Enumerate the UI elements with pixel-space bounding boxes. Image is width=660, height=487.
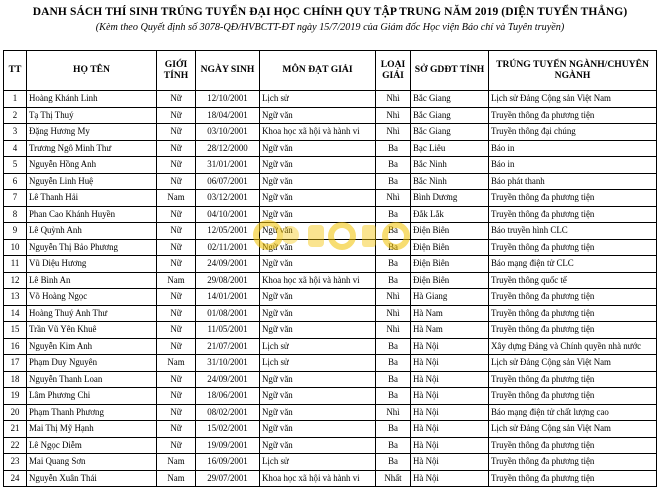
header-nganh: TRÚNG TUYỂN NGÀNH/CHUYÊN NGÀNH bbox=[489, 51, 657, 91]
cell-ngay-sinh: 03/12/2001 bbox=[196, 190, 260, 207]
header-ho-ten: HỌ TÊN bbox=[27, 51, 157, 91]
cell-nganh: Truyền thông đa phương tiện bbox=[489, 305, 657, 322]
cell-nganh: Truyền thông đa phương tiện bbox=[489, 322, 657, 339]
cell-ngay-sinh: 24/09/2001 bbox=[196, 371, 260, 388]
cell-gioi-tinh: Nữ bbox=[157, 157, 196, 174]
cell-gioi-tinh: Nữ bbox=[157, 124, 196, 141]
cell-loai-giai: Nhì bbox=[376, 91, 411, 108]
cell-gioi-tinh: Nữ bbox=[157, 107, 196, 124]
cell-ho-ten: Trương Ngô Minh Thư bbox=[27, 140, 157, 157]
cell-nganh: Truyền thông quốc tế bbox=[489, 272, 657, 289]
cell-tt: 16 bbox=[4, 338, 27, 355]
header-tt: TT bbox=[4, 51, 27, 91]
cell-so-gddt: Hà Nội bbox=[411, 421, 489, 438]
cell-nganh: Báo in bbox=[489, 157, 657, 174]
cell-gioi-tinh: Nữ bbox=[157, 305, 196, 322]
cell-ho-ten: Phạm Thanh Phương bbox=[27, 404, 157, 421]
cell-loai-giai: Nhì bbox=[376, 107, 411, 124]
cell-ngay-sinh: 08/02/2001 bbox=[196, 404, 260, 421]
cell-ho-ten: Tạ Thị Thuý bbox=[27, 107, 157, 124]
cell-ngay-sinh: 15/02/2001 bbox=[196, 421, 260, 438]
cell-ngay-sinh: 19/09/2001 bbox=[196, 437, 260, 454]
header-gioi-tinh: GIỚI TÍNH bbox=[157, 51, 196, 91]
cell-ngay-sinh: 24/09/2001 bbox=[196, 256, 260, 273]
cell-loai-giai: Ba bbox=[376, 223, 411, 240]
document-subtitle: (Kèm theo Quyết định số 3078-QĐ/HVBCTT-ĐT ngày 15/7/2019 của Giám đốc Học viện Báo chí và Tuyên truyền) bbox=[95, 22, 565, 33]
cell-ho-ten: Nguyễn Hồng Anh bbox=[27, 157, 157, 174]
cell-so-gddt: Hà Nội bbox=[411, 470, 489, 487]
admission-table bbox=[3, 50, 657, 487]
cell-mon-dat-giai: Ngữ văn bbox=[260, 256, 376, 273]
cell-mon-dat-giai: Ngữ văn bbox=[260, 190, 376, 207]
cell-loai-giai: Ba bbox=[376, 338, 411, 355]
cell-gioi-tinh: Nữ bbox=[157, 421, 196, 438]
cell-so-gddt: Điện Biên bbox=[411, 239, 489, 256]
header-mon-dat-giai: MÔN ĐẠT GIẢI bbox=[260, 51, 376, 91]
cell-nganh: Truyền thông đa phương tiện bbox=[489, 388, 657, 405]
cell-so-gddt: Hà Nội bbox=[411, 355, 489, 372]
cell-tt: 21 bbox=[4, 421, 27, 438]
cell-tt: 7 bbox=[4, 190, 27, 207]
cell-tt: 8 bbox=[4, 206, 27, 223]
table-row bbox=[4, 157, 657, 174]
table-body bbox=[4, 91, 657, 487]
cell-mon-dat-giai: Ngữ văn bbox=[260, 322, 376, 339]
cell-mon-dat-giai: Ngữ văn bbox=[260, 289, 376, 306]
cell-nganh: Lịch sử Đảng Cộng sản Việt Nam bbox=[489, 421, 657, 438]
cell-gioi-tinh: Nữ bbox=[157, 206, 196, 223]
cell-nganh: Truyền thông đại chúng bbox=[489, 124, 657, 141]
header-loai-giai: LOẠI GIẢI bbox=[376, 51, 411, 91]
cell-so-gddt: Hà Giang bbox=[411, 289, 489, 306]
cell-so-gddt: Đắk Lắk bbox=[411, 206, 489, 223]
cell-ho-ten: Nguyễn Thanh Loan bbox=[27, 371, 157, 388]
cell-tt: 20 bbox=[4, 404, 27, 421]
table-row bbox=[4, 371, 657, 388]
cell-ngay-sinh: 11/05/2001 bbox=[196, 322, 260, 339]
cell-mon-dat-giai: Khoa học xã hội và hành vi bbox=[260, 124, 376, 141]
cell-ngay-sinh: 31/01/2001 bbox=[196, 157, 260, 174]
cell-nganh: Xây dựng Đảng và Chính quyền nhà nước bbox=[489, 338, 657, 355]
cell-loai-giai: Ba bbox=[376, 421, 411, 438]
table-row bbox=[4, 454, 657, 471]
cell-loai-giai: Ba bbox=[376, 256, 411, 273]
cell-ho-ten: Võ Hoàng Ngọc bbox=[27, 289, 157, 306]
cell-so-gddt: Hà Nam bbox=[411, 305, 489, 322]
table-row bbox=[4, 437, 657, 454]
cell-mon-dat-giai: Ngữ văn bbox=[260, 223, 376, 240]
cell-tt: 15 bbox=[4, 322, 27, 339]
cell-nganh: Báo mạng điện tử chất lượng cao bbox=[489, 404, 657, 421]
cell-mon-dat-giai: Lịch sử bbox=[260, 454, 376, 471]
cell-ngay-sinh: 29/08/2001 bbox=[196, 272, 260, 289]
cell-ho-ten: Nguyễn Linh Huệ bbox=[27, 173, 157, 190]
cell-ngay-sinh: 12/10/2001 bbox=[196, 91, 260, 108]
cell-gioi-tinh: Nam bbox=[157, 355, 196, 372]
cell-tt: 13 bbox=[4, 289, 27, 306]
cell-nganh: Truyền thông đa phương tiện bbox=[489, 239, 657, 256]
table-row bbox=[4, 256, 657, 273]
cell-mon-dat-giai: Ngữ văn bbox=[260, 206, 376, 223]
cell-nganh: Truyền thông đa phương tiện bbox=[489, 371, 657, 388]
cell-ngay-sinh: 14/01/2001 bbox=[196, 289, 260, 306]
cell-mon-dat-giai: Ngữ văn bbox=[260, 371, 376, 388]
cell-ho-ten: Mai Thị Mỹ Hạnh bbox=[27, 421, 157, 438]
cell-nganh: Truyền thông đa phương tiện bbox=[489, 206, 657, 223]
cell-loai-giai: Ba bbox=[376, 157, 411, 174]
cell-ho-ten: Lê Bình An bbox=[27, 272, 157, 289]
cell-gioi-tinh: Nữ bbox=[157, 91, 196, 108]
table-row bbox=[4, 421, 657, 438]
cell-ho-ten: Hoàng Thuý Anh Thư bbox=[27, 305, 157, 322]
cell-tt: 10 bbox=[4, 239, 27, 256]
cell-so-gddt: Hà Nội bbox=[411, 437, 489, 454]
cell-mon-dat-giai: Ngữ văn bbox=[260, 421, 376, 438]
cell-so-gddt: Hà Nội bbox=[411, 454, 489, 471]
table-row bbox=[4, 404, 657, 421]
cell-tt: 22 bbox=[4, 437, 27, 454]
table-row bbox=[4, 470, 657, 487]
cell-tt: 24 bbox=[4, 470, 27, 487]
cell-mon-dat-giai: Ngữ văn bbox=[260, 140, 376, 157]
cell-ho-ten: Nguyễn Thị Bảo Phương bbox=[27, 239, 157, 256]
cell-gioi-tinh: Nam bbox=[157, 190, 196, 207]
cell-nganh: Truyền thông đa phương tiện bbox=[489, 289, 657, 306]
cell-ho-ten: Lâm Phương Chi bbox=[27, 388, 157, 405]
cell-gioi-tinh: Nữ bbox=[157, 437, 196, 454]
header-ngay-sinh: NGÀY SINH bbox=[196, 51, 260, 91]
cell-nganh: Báo truyền hình CLC bbox=[489, 223, 657, 240]
cell-mon-dat-giai: Ngữ văn bbox=[260, 404, 376, 421]
cell-loai-giai: Nhì bbox=[376, 190, 411, 207]
cell-ngay-sinh: 18/04/2001 bbox=[196, 107, 260, 124]
cell-ho-ten: Trần Vũ Yên Khuê bbox=[27, 322, 157, 339]
cell-so-gddt: Bắc Ninh bbox=[411, 173, 489, 190]
cell-loai-giai: Nhì bbox=[376, 124, 411, 141]
cell-so-gddt: Điện Biên bbox=[411, 272, 489, 289]
table-row bbox=[4, 239, 657, 256]
cell-nganh: Lịch sử Đảng Cộng sản Việt Nam bbox=[489, 355, 657, 372]
cell-gioi-tinh: Nữ bbox=[157, 388, 196, 405]
cell-tt: 2 bbox=[4, 107, 27, 124]
cell-so-gddt: Bắc Ninh bbox=[411, 157, 489, 174]
cell-ngay-sinh: 04/10/2001 bbox=[196, 206, 260, 223]
cell-tt: 4 bbox=[4, 140, 27, 157]
cell-so-gddt: Bắc Giang bbox=[411, 124, 489, 141]
cell-gioi-tinh: Nữ bbox=[157, 322, 196, 339]
cell-loai-giai: Nhất bbox=[376, 470, 411, 487]
cell-so-gddt: Bắc Giang bbox=[411, 107, 489, 124]
cell-ho-ten: Phan Cao Khánh Huyền bbox=[27, 206, 157, 223]
table-row bbox=[4, 206, 657, 223]
cell-ho-ten: Lê Thanh Hải bbox=[27, 190, 157, 207]
table-row bbox=[4, 322, 657, 339]
cell-tt: 5 bbox=[4, 157, 27, 174]
cell-ngay-sinh: 31/10/2001 bbox=[196, 355, 260, 372]
cell-tt: 3 bbox=[4, 124, 27, 141]
cell-tt: 18 bbox=[4, 371, 27, 388]
cell-tt: 6 bbox=[4, 173, 27, 190]
cell-nganh: Báo mạng điện tử CLC bbox=[489, 256, 657, 273]
cell-loai-giai: Ba bbox=[376, 239, 411, 256]
cell-mon-dat-giai: Lịch sử bbox=[260, 338, 376, 355]
table-row bbox=[4, 223, 657, 240]
cell-ngay-sinh: 16/09/2001 bbox=[196, 454, 260, 471]
cell-gioi-tinh: Nam bbox=[157, 272, 196, 289]
cell-ngay-sinh: 02/11/2001 bbox=[196, 239, 260, 256]
cell-loai-giai: Nhì bbox=[376, 289, 411, 306]
document-title: DANH SÁCH THÍ SINH TRÚNG TUYỂN ĐẠI HỌC CHÍNH QUY TẬP TRUNG NĂM 2019 (DIỆN TUYỂN THẲNG) bbox=[32, 6, 628, 18]
cell-gioi-tinh: Nữ bbox=[157, 256, 196, 273]
table-row bbox=[4, 91, 657, 108]
cell-tt: 19 bbox=[4, 388, 27, 405]
cell-ngay-sinh: 06/07/2001 bbox=[196, 173, 260, 190]
table-row bbox=[4, 124, 657, 141]
cell-tt: 14 bbox=[4, 305, 27, 322]
cell-loai-giai: Nhì bbox=[376, 404, 411, 421]
cell-ngay-sinh: 18/06/2001 bbox=[196, 388, 260, 405]
cell-gioi-tinh: Nữ bbox=[157, 173, 196, 190]
cell-loai-giai: Ba bbox=[376, 272, 411, 289]
cell-so-gddt: Hà Nội bbox=[411, 371, 489, 388]
cell-so-gddt: Điện Biên bbox=[411, 223, 489, 240]
cell-ngay-sinh: 29/07/2001 bbox=[196, 470, 260, 487]
cell-mon-dat-giai: Ngữ văn bbox=[260, 107, 376, 124]
cell-nganh: Báo in bbox=[489, 140, 657, 157]
cell-gioi-tinh: Nữ bbox=[157, 404, 196, 421]
cell-gioi-tinh: Nữ bbox=[157, 140, 196, 157]
cell-loai-giai: Ba bbox=[376, 437, 411, 454]
cell-mon-dat-giai: Lịch sử bbox=[260, 355, 376, 372]
cell-so-gddt: Bạc Liêu bbox=[411, 140, 489, 157]
cell-ho-ten: Nguyễn Xuân Thái bbox=[27, 470, 157, 487]
table-row bbox=[4, 338, 657, 355]
cell-loai-giai: Ba bbox=[376, 355, 411, 372]
cell-loai-giai: Ba bbox=[376, 371, 411, 388]
cell-loai-giai: Ba bbox=[376, 388, 411, 405]
table-row bbox=[4, 355, 657, 372]
cell-ngay-sinh: 03/10/2001 bbox=[196, 124, 260, 141]
cell-mon-dat-giai: Khoa học xã hội và hành vi bbox=[260, 272, 376, 289]
table-row bbox=[4, 190, 657, 207]
cell-ho-ten: Hoàng Khánh Linh bbox=[27, 91, 157, 108]
cell-gioi-tinh: Nam bbox=[157, 454, 196, 471]
table-row bbox=[4, 173, 657, 190]
cell-loai-giai: Nhì bbox=[376, 305, 411, 322]
table-header-row bbox=[4, 51, 657, 91]
cell-tt: 12 bbox=[4, 272, 27, 289]
cell-ho-ten: Phạm Duy Nguyên bbox=[27, 355, 157, 372]
table-row bbox=[4, 272, 657, 289]
cell-so-gddt: Hà Nội bbox=[411, 404, 489, 421]
cell-mon-dat-giai: Ngữ văn bbox=[260, 173, 376, 190]
cell-ho-ten: Vũ Diệu Hương bbox=[27, 256, 157, 273]
cell-ngay-sinh: 28/12/2000 bbox=[196, 140, 260, 157]
cell-so-gddt: Hà Nội bbox=[411, 388, 489, 405]
cell-nganh: Truyền thông đa phương tiện bbox=[489, 190, 657, 207]
table-row bbox=[4, 289, 657, 306]
cell-mon-dat-giai: Ngữ văn bbox=[260, 157, 376, 174]
cell-gioi-tinh: Nữ bbox=[157, 239, 196, 256]
cell-nganh: Báo phát thanh bbox=[489, 173, 657, 190]
cell-tt: 1 bbox=[4, 91, 27, 108]
cell-gioi-tinh: Nữ bbox=[157, 289, 196, 306]
cell-nganh: Truyền thông đa phương tiện bbox=[489, 454, 657, 471]
cell-gioi-tinh: Nữ bbox=[157, 223, 196, 240]
cell-ngay-sinh: 21/07/2001 bbox=[196, 338, 260, 355]
cell-ngay-sinh: 12/05/2001 bbox=[196, 223, 260, 240]
cell-mon-dat-giai: Lịch sử bbox=[260, 91, 376, 108]
table-row bbox=[4, 305, 657, 322]
cell-mon-dat-giai: Ngữ văn bbox=[260, 388, 376, 405]
cell-tt: 17 bbox=[4, 355, 27, 372]
cell-so-gddt: Bình Dương bbox=[411, 190, 489, 207]
cell-tt: 11 bbox=[4, 256, 27, 273]
cell-ho-ten: Mai Quang Sơn bbox=[27, 454, 157, 471]
cell-mon-dat-giai: Ngữ văn bbox=[260, 239, 376, 256]
table-row bbox=[4, 388, 657, 405]
cell-so-gddt: Hà Nam bbox=[411, 322, 489, 339]
cell-so-gddt: Bắc Giang bbox=[411, 91, 489, 108]
cell-nganh: Lịch sử Đảng Cộng sản Việt Nam bbox=[489, 91, 657, 108]
cell-gioi-tinh: Nữ bbox=[157, 338, 196, 355]
cell-ho-ten: Lê Ngọc Diễm bbox=[27, 437, 157, 454]
cell-mon-dat-giai: Khoa học xã hội và hành vi bbox=[260, 470, 376, 487]
cell-loai-giai: Ba bbox=[376, 206, 411, 223]
cell-nganh: Truyền thông đa phương tiện bbox=[489, 470, 657, 487]
cell-tt: 9 bbox=[4, 223, 27, 240]
cell-nganh: Truyền thông đa phương tiện bbox=[489, 437, 657, 454]
cell-mon-dat-giai: Ngữ văn bbox=[260, 437, 376, 454]
cell-loai-giai: Ba bbox=[376, 173, 411, 190]
table-row bbox=[4, 140, 657, 157]
cell-loai-giai: Ba bbox=[376, 140, 411, 157]
cell-ho-ten: Lê Quỳnh Anh bbox=[27, 223, 157, 240]
table-row bbox=[4, 107, 657, 124]
cell-tt: 23 bbox=[4, 454, 27, 471]
cell-mon-dat-giai: Ngữ văn bbox=[260, 305, 376, 322]
cell-so-gddt: Hà Nội bbox=[411, 338, 489, 355]
cell-gioi-tinh: Nữ bbox=[157, 371, 196, 388]
cell-nganh: Truyền thông đa phương tiện bbox=[489, 107, 657, 124]
cell-so-gddt: Điện Biên bbox=[411, 256, 489, 273]
cell-ngay-sinh: 01/08/2001 bbox=[196, 305, 260, 322]
cell-ho-ten: Đặng Hương My bbox=[27, 124, 157, 141]
cell-loai-giai: Nhì bbox=[376, 322, 411, 339]
cell-gioi-tinh: Nam bbox=[157, 470, 196, 487]
header-so-gddt: SỞ GDĐT TỈNH bbox=[411, 51, 489, 91]
cell-loai-giai: Ba bbox=[376, 454, 411, 471]
cell-ho-ten: Nguyễn Kim Anh bbox=[27, 338, 157, 355]
